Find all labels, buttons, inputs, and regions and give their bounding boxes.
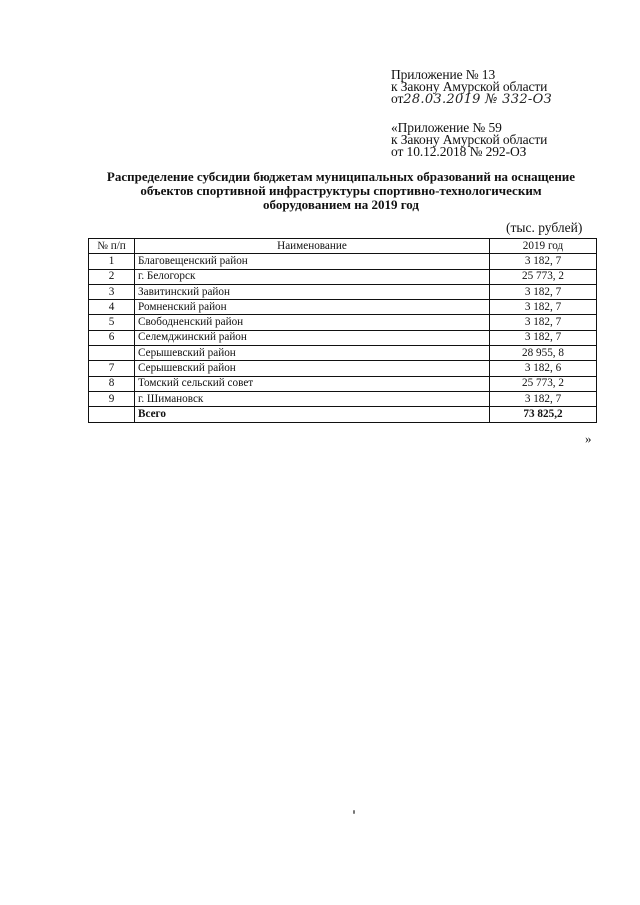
- row-number: 5: [89, 315, 135, 330]
- row-value: 3 182, 7: [490, 330, 597, 345]
- row-name: Селемджинский район: [135, 330, 490, 345]
- column-header-number: № п/п: [89, 239, 135, 254]
- total-number: [89, 407, 135, 422]
- column-header-year: 2019 год: [490, 239, 597, 254]
- row-value: 28 955, 8: [490, 346, 597, 361]
- row-value: 3 182, 7: [490, 300, 597, 315]
- row-name: Свободненский район: [135, 315, 490, 330]
- column-header-name: Наименование: [135, 239, 490, 254]
- row-name: Томский сельский совет: [135, 376, 490, 391]
- table-row: [89, 269, 597, 284]
- subsidy-table: [88, 238, 597, 423]
- quoted-law-date: от 10.12.2018 № 292-ОЗ: [391, 144, 527, 159]
- row-name: Благовещенский район: [135, 254, 490, 269]
- total-row: [89, 407, 597, 422]
- unit-note: (тыс. рублей): [506, 220, 583, 235]
- row-number: 8: [89, 376, 135, 391]
- row-number: 2: [89, 269, 135, 284]
- date-prefix: от: [391, 91, 404, 106]
- row-number: 6: [89, 330, 135, 345]
- table-row: [89, 391, 597, 406]
- total-value: 73 825,2: [490, 407, 597, 422]
- table-row: [89, 376, 597, 391]
- quoted-law-reference: к Закону Амурской области: [391, 132, 548, 147]
- document-title: Распределение субсидии бюджетам муниципальных образований на оснащение объектов спортивной инфраструктуры спортивно-технологическим оборудованием на 2019 год: [106, 169, 576, 212]
- row-name: Ромненский район: [135, 300, 490, 315]
- row-name: г. Белогорск: [135, 269, 490, 284]
- row-value: 3 182, 7: [490, 254, 597, 269]
- handwritten-date: 28.03.2019 № 332-ОЗ: [403, 92, 552, 107]
- row-name: Серышевский район: [135, 346, 490, 361]
- row-value: 3 182, 7: [490, 284, 597, 299]
- table-row: [89, 300, 597, 315]
- table-row: [89, 346, 597, 361]
- appendix-number: Приложение № 13: [391, 67, 496, 82]
- row-name: г. Шимановск: [135, 391, 490, 406]
- table-row: [89, 315, 597, 330]
- row-number: 1: [89, 254, 135, 269]
- closing-quote: »: [585, 431, 592, 446]
- row-number: 7: [89, 361, 135, 376]
- total-label: Всего: [135, 407, 490, 422]
- scan-speck: [353, 810, 355, 814]
- row-number: 3: [89, 284, 135, 299]
- row-value: 3 182, 7: [490, 391, 597, 406]
- row-number: [89, 346, 135, 361]
- row-value: 3 182, 6: [490, 361, 597, 376]
- law-reference: к Закону Амурской области: [391, 79, 548, 94]
- row-value: 3 182, 7: [490, 315, 597, 330]
- table-row: [89, 330, 597, 345]
- row-number: 9: [89, 391, 135, 406]
- row-name: Завитинский район: [135, 284, 490, 299]
- table-row: [89, 361, 597, 376]
- table-row: [89, 284, 597, 299]
- row-number: 4: [89, 300, 135, 315]
- row-name: Серышевский район: [135, 361, 490, 376]
- law-date-line: [391, 93, 552, 106]
- table-row: [89, 254, 597, 269]
- table-header-row: [89, 239, 597, 254]
- row-value: 25 773, 2: [490, 269, 597, 284]
- row-value: 25 773, 2: [490, 376, 597, 391]
- quoted-appendix-number: «Приложение № 59: [391, 120, 502, 135]
